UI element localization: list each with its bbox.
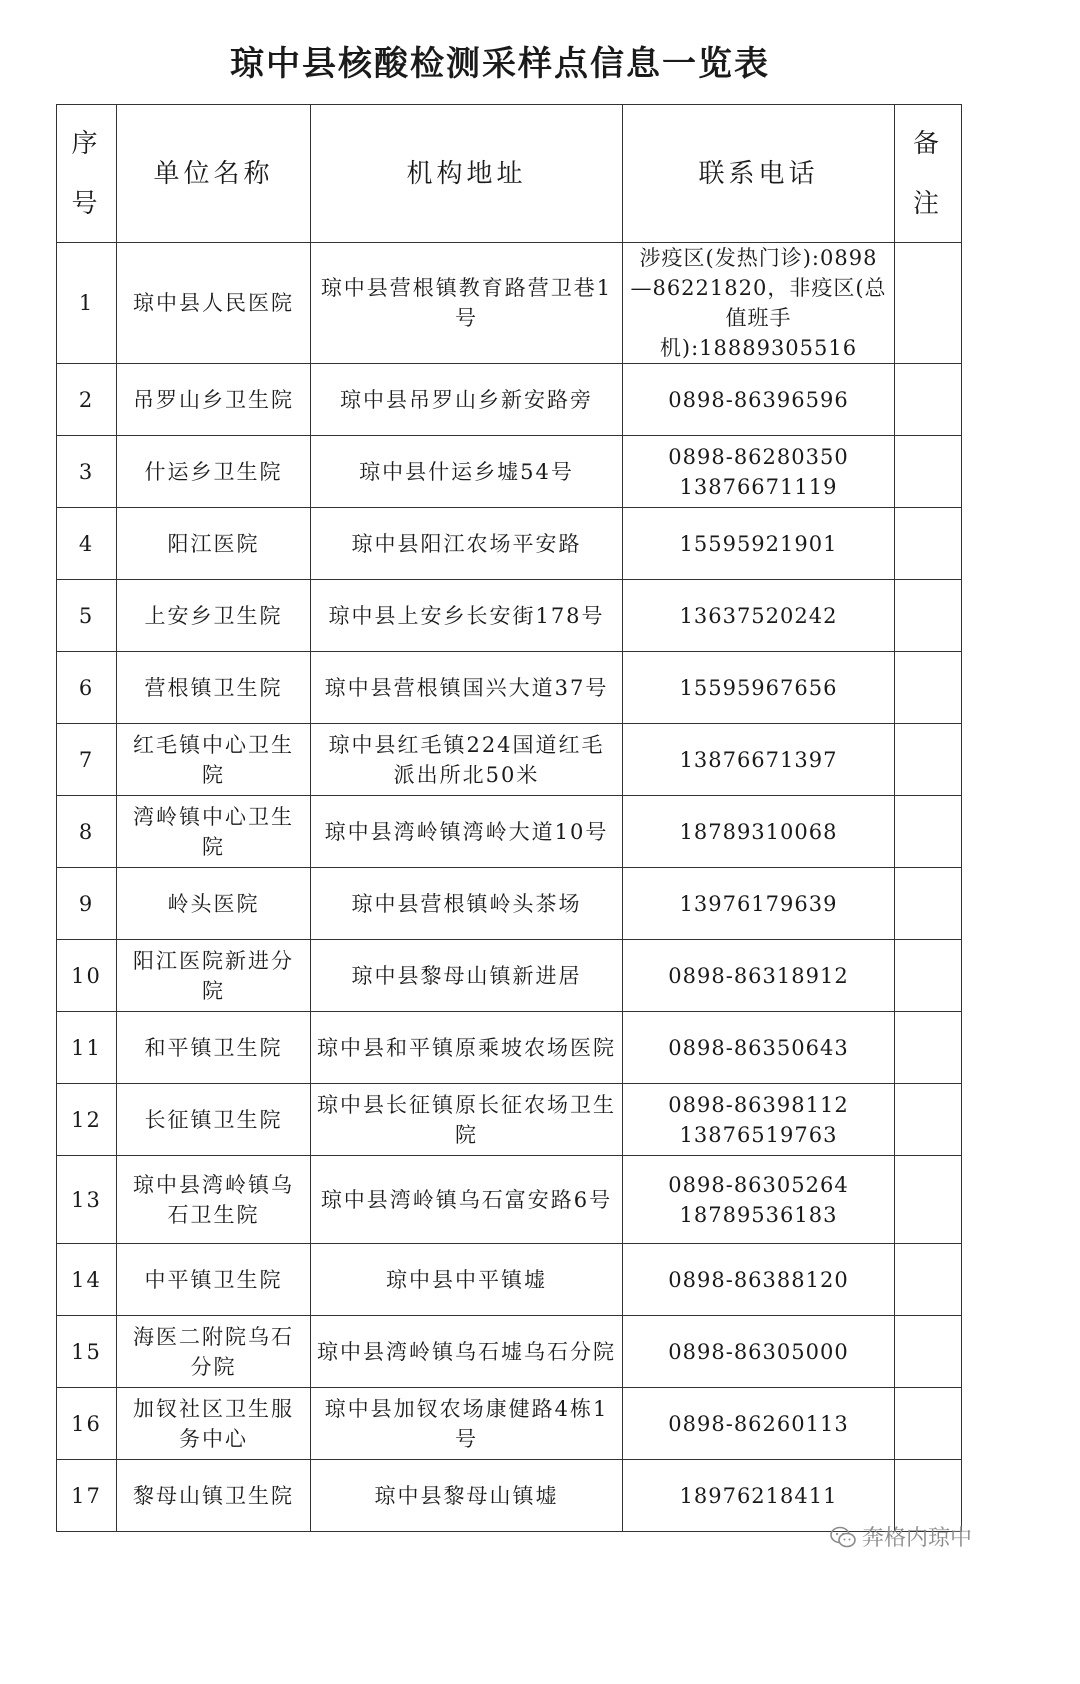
- cell-phone: 13876671397: [623, 724, 895, 796]
- table-row: [57, 868, 962, 940]
- cell-phone: 18789310068: [623, 796, 895, 868]
- cell-no: 1: [57, 243, 117, 364]
- table-row: [57, 1012, 962, 1084]
- page-title: 琼中县核酸检测采样点信息一览表: [230, 44, 770, 84]
- cell-note: [895, 243, 962, 364]
- cell-unit: 上安乡卫生院: [117, 580, 311, 652]
- cell-note: [895, 508, 962, 580]
- table-row: [57, 1316, 962, 1388]
- table-row: [57, 436, 962, 508]
- table-row: [57, 508, 962, 580]
- cell-phone: 涉疫区(发热门诊):0898—86221820，非疫区(总值班手机):18889305516: [623, 243, 895, 364]
- cell-unit: 和平镇卫生院: [117, 1012, 311, 1084]
- cell-phone: 0898-86280350 13876671119: [623, 436, 895, 508]
- cell-phone: 0898-86396596: [623, 364, 895, 436]
- cell-note: [895, 364, 962, 436]
- cell-unit: 营根镇卫生院: [117, 652, 311, 724]
- cell-no: 6: [57, 652, 117, 724]
- table-row: [57, 1388, 962, 1460]
- cell-address: 琼中县上安乡长安街178号: [311, 580, 623, 652]
- cell-address: 琼中县营根镇岭头茶场: [311, 868, 623, 940]
- header-unit: 单位名称: [117, 105, 311, 243]
- table-row: [57, 940, 962, 1012]
- cell-phone: 13976179639: [623, 868, 895, 940]
- cell-unit: 琼中县湾岭镇乌石卫生院: [117, 1156, 311, 1244]
- cell-no: 17: [57, 1460, 117, 1532]
- cell-address: 琼中县长征镇原长征农场卫生院: [311, 1084, 623, 1156]
- cell-no: 3: [57, 436, 117, 508]
- table-row: [57, 1084, 962, 1156]
- table-row: [57, 796, 962, 868]
- cell-unit: 海医二附院乌石分院: [117, 1316, 311, 1388]
- cell-unit: 吊罗山乡卫生院: [117, 364, 311, 436]
- cell-no: 12: [57, 1084, 117, 1156]
- cell-unit: 中平镇卫生院: [117, 1244, 311, 1316]
- cell-no: 10: [57, 940, 117, 1012]
- header-seq: 序 号: [57, 105, 117, 243]
- cell-address: 琼中县营根镇国兴大道37号: [311, 652, 623, 724]
- watermark: [830, 1521, 972, 1552]
- cell-no: 11: [57, 1012, 117, 1084]
- table-row: [57, 1460, 962, 1532]
- cell-address: 琼中县黎母山镇新进居: [311, 940, 623, 1012]
- cell-phone: 0898-86260113: [623, 1388, 895, 1460]
- cell-unit: 黎母山镇卫生院: [117, 1460, 311, 1532]
- cell-no: 15: [57, 1316, 117, 1388]
- table-row: [57, 364, 962, 436]
- cell-address: 琼中县吊罗山乡新安路旁: [311, 364, 623, 436]
- cell-unit: 阳江医院新进分院: [117, 940, 311, 1012]
- cell-unit: 阳江医院: [117, 508, 311, 580]
- cell-no: 7: [57, 724, 117, 796]
- cell-phone: 15595967656: [623, 652, 895, 724]
- cell-phone: 18976218411: [623, 1460, 895, 1532]
- cell-note: [895, 1316, 962, 1388]
- cell-address: 琼中县湾岭镇湾岭大道10号: [311, 796, 623, 868]
- watermark-text: 奔格内琼中: [861, 1526, 972, 1551]
- cell-unit: 琼中县人民医院: [117, 243, 311, 364]
- cell-address: 琼中县营根镇教育路营卫巷1号: [311, 243, 623, 364]
- cell-phone: 13637520242: [623, 580, 895, 652]
- cell-note: [895, 652, 962, 724]
- header-address: 机构地址: [311, 105, 623, 243]
- header-phone: 联系电话: [623, 105, 895, 243]
- table-row: [57, 580, 962, 652]
- cell-address: 琼中县红毛镇224国道红毛派出所北50米: [311, 724, 623, 796]
- cell-address: 琼中县什运乡墟54号: [311, 436, 623, 508]
- cell-unit: 湾岭镇中心卫生院: [117, 796, 311, 868]
- table-row: [57, 1156, 962, 1244]
- cell-note: [895, 1388, 962, 1460]
- table-row: [57, 1244, 962, 1316]
- cell-address: 琼中县加钗农场康健路4栋1号: [311, 1388, 623, 1460]
- cell-no: 5: [57, 580, 117, 652]
- cell-no: 16: [57, 1388, 117, 1460]
- cell-address: 琼中县阳江农场平安路: [311, 508, 623, 580]
- cell-no: 4: [57, 508, 117, 580]
- cell-unit: 岭头医院: [117, 868, 311, 940]
- table-row: [57, 724, 962, 796]
- cell-phone: 0898-86305264 18789536183: [623, 1156, 895, 1244]
- cell-no: 14: [57, 1244, 117, 1316]
- cell-phone: 0898-86350643: [623, 1012, 895, 1084]
- cell-unit: 红毛镇中心卫生院: [117, 724, 311, 796]
- header-note: 备 注: [895, 105, 962, 243]
- wechat-icon: [830, 1526, 856, 1548]
- cell-address: 琼中县黎母山镇墟: [311, 1460, 623, 1532]
- cell-note: [895, 868, 962, 940]
- table-header-row: [57, 105, 962, 243]
- cell-phone: 0898-86305000: [623, 1316, 895, 1388]
- cell-note: [895, 940, 962, 1012]
- sampling-sites-table: [56, 104, 962, 1532]
- cell-unit: 长征镇卫生院: [117, 1084, 311, 1156]
- cell-phone: 0898-86388120: [623, 1244, 895, 1316]
- cell-note: [895, 436, 962, 508]
- table-row: [57, 652, 962, 724]
- cell-note: [895, 796, 962, 868]
- cell-phone: 15595921901: [623, 508, 895, 580]
- cell-phone: 0898-86398112 13876519763: [623, 1084, 895, 1156]
- cell-no: 13: [57, 1156, 117, 1244]
- cell-address: 琼中县湾岭镇乌石墟乌石分院: [311, 1316, 623, 1388]
- cell-address: 琼中县和平镇原乘坡农场医院: [311, 1012, 623, 1084]
- cell-address: 琼中县湾岭镇乌石富安路6号: [311, 1156, 623, 1244]
- cell-note: [895, 1244, 962, 1316]
- cell-address: 琼中县中平镇墟: [311, 1244, 623, 1316]
- cell-unit: 加钗社区卫生服务中心: [117, 1388, 311, 1460]
- cell-unit: 什运乡卫生院: [117, 436, 311, 508]
- cell-no: 8: [57, 796, 117, 868]
- cell-note: [895, 1156, 962, 1244]
- cell-note: [895, 1012, 962, 1084]
- cell-phone: 0898-86318912: [623, 940, 895, 1012]
- cell-note: [895, 724, 962, 796]
- cell-no: 2: [57, 364, 117, 436]
- cell-note: [895, 1084, 962, 1156]
- cell-no: 9: [57, 868, 117, 940]
- cell-note: [895, 580, 962, 652]
- table-row: [57, 243, 962, 364]
